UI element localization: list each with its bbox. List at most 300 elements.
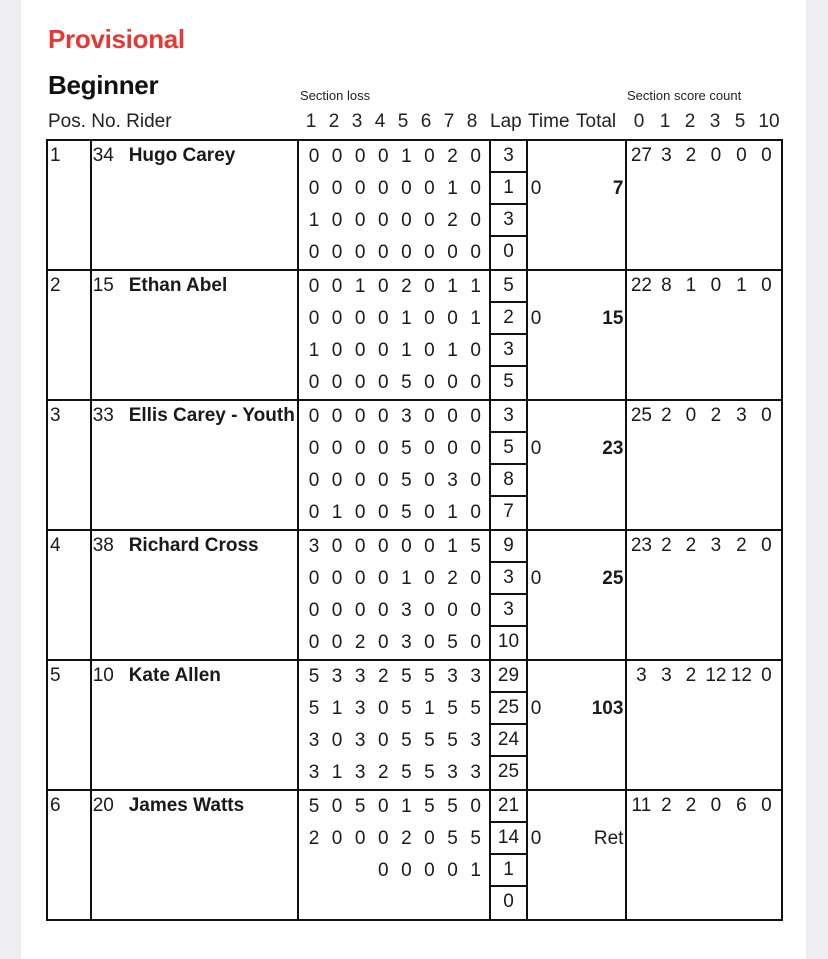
section-score: 0 xyxy=(377,632,389,653)
section-score: 5 xyxy=(401,762,412,783)
section-score: 0 xyxy=(424,502,435,523)
section-score: 0 xyxy=(377,730,389,751)
section-score: 0 xyxy=(424,146,435,167)
section-score: 3 xyxy=(401,600,412,621)
section-score: 1 xyxy=(331,762,343,783)
lap-total: 1 xyxy=(491,855,526,887)
section-loss-cell xyxy=(298,660,490,790)
section-score: 0 xyxy=(377,796,389,817)
lap-header: Lap xyxy=(490,111,522,132)
section-score: 5 xyxy=(447,698,458,719)
section-score: 0 xyxy=(424,406,435,427)
score-count: 3 xyxy=(710,535,722,556)
lap-total: 5 xyxy=(503,371,514,392)
section-score: 0 xyxy=(401,242,412,263)
total-value: 23 xyxy=(602,438,624,459)
section-score: 0 xyxy=(377,242,389,263)
section-loss-cell xyxy=(298,400,490,530)
section-score: 1 xyxy=(447,536,458,557)
lap-total: 1 xyxy=(491,173,526,205)
section-score: 3 xyxy=(308,536,320,557)
lap-total: 3 xyxy=(491,401,526,433)
section-score xyxy=(326,887,349,919)
section-score: 0 xyxy=(331,242,343,263)
section-score: 0 xyxy=(470,406,481,427)
lap-sections-row xyxy=(299,791,489,823)
section-score: 0 xyxy=(331,632,343,653)
lap-sections-row xyxy=(299,693,489,725)
rider-name: Kate Allen xyxy=(128,665,221,686)
section-header: 2 xyxy=(328,111,340,132)
section-score: 0 xyxy=(354,340,366,361)
section-score: 0 xyxy=(354,146,366,167)
time-header: Time xyxy=(528,111,570,132)
section-score: 0 xyxy=(377,178,389,199)
section-score: 1 xyxy=(424,698,435,719)
section-score xyxy=(395,887,418,919)
lap-sections-row xyxy=(299,563,489,595)
section-score: 0 xyxy=(470,470,481,491)
lap-total: 29 xyxy=(491,661,526,693)
lap-sections-row xyxy=(299,595,489,627)
section-score: 0 xyxy=(401,178,412,199)
lap-sections-row xyxy=(299,303,489,335)
rider-row xyxy=(47,140,782,270)
time-value: 0 xyxy=(530,308,542,329)
section-score: 0 xyxy=(424,178,435,199)
section-score: 2 xyxy=(401,828,412,849)
section-score: 1 xyxy=(354,276,366,297)
section-score: 0 xyxy=(470,502,481,523)
section-score: 0 xyxy=(424,860,435,881)
rider-number: 34 xyxy=(92,145,114,166)
section-score: 0 xyxy=(470,340,481,361)
rider-cell xyxy=(91,660,298,790)
section-score: 1 xyxy=(331,698,343,719)
section-loss-cell xyxy=(298,270,490,400)
score-count: 0 xyxy=(761,795,772,816)
score-count: 2 xyxy=(685,795,697,816)
section-score: 2 xyxy=(447,146,458,167)
section-score: 3 xyxy=(470,762,481,783)
section-score: 5 xyxy=(308,698,320,719)
lap-sections-row xyxy=(299,271,489,303)
score-count: 0 xyxy=(761,665,772,686)
section-score: 0 xyxy=(377,146,389,167)
results-table xyxy=(46,139,783,921)
section-loss-cell xyxy=(298,530,490,660)
section-score: 0 xyxy=(354,828,366,849)
position-cell xyxy=(47,400,91,530)
count-header: 3 xyxy=(709,111,721,132)
section-score: 5 xyxy=(401,372,412,393)
rider-number: 15 xyxy=(92,275,114,296)
score-count: 27 xyxy=(630,145,652,166)
lap-total: 0 xyxy=(503,891,514,912)
section-score: 1 xyxy=(470,276,481,297)
section-score: 5 xyxy=(447,730,458,751)
score-count: 3 xyxy=(661,665,672,686)
lap-total-cell xyxy=(490,790,527,920)
section-score: 0 xyxy=(424,568,435,589)
lap-sections-row xyxy=(299,401,489,433)
section-score: 0 xyxy=(331,600,343,621)
section-score xyxy=(302,887,325,919)
lap-total-cell xyxy=(490,400,527,530)
section-score: 5 xyxy=(401,502,412,523)
time-value: 0 xyxy=(530,438,542,459)
section-score: 0 xyxy=(401,210,412,231)
section-score: 0 xyxy=(377,372,389,393)
section-score: 0 xyxy=(331,372,343,393)
lap-total: 0 xyxy=(503,241,514,262)
pos-no-rider-header: Pos. No. Rider xyxy=(48,111,172,132)
section-header: 6 xyxy=(420,111,432,132)
section-loss-cell xyxy=(298,140,490,270)
lap-total: 3 xyxy=(491,563,526,595)
count-header: 0 xyxy=(633,111,645,132)
score-count: 11 xyxy=(631,795,652,816)
rider-name: Hugo Carey xyxy=(128,145,236,166)
section-score: 0 xyxy=(331,730,343,751)
section-score: 0 xyxy=(447,406,458,427)
total-value: 103 xyxy=(591,698,624,719)
section-score: 0 xyxy=(308,178,320,199)
time-value: 0 xyxy=(530,828,542,849)
section-header: 7 xyxy=(443,111,455,132)
score-count: 2 xyxy=(685,535,697,556)
section-score: 0 xyxy=(331,210,343,231)
section-score: 0 xyxy=(377,276,389,297)
section-score: 0 xyxy=(424,828,435,849)
section-header: 1 xyxy=(305,111,317,132)
section-score: 0 xyxy=(354,308,366,329)
score-count: 0 xyxy=(761,535,772,556)
score-count: 2 xyxy=(661,535,672,556)
section-score: 0 xyxy=(470,210,481,231)
section-score: 0 xyxy=(354,600,366,621)
section-score: 0 xyxy=(401,860,412,881)
section-score: 5 xyxy=(470,828,481,849)
lap-total: 21 xyxy=(491,791,526,823)
score-count: 2 xyxy=(710,405,722,426)
section-score: 3 xyxy=(354,762,366,783)
section-score: 0 xyxy=(331,536,343,557)
lap-sections-row xyxy=(299,531,489,563)
section-score: 3 xyxy=(401,632,412,653)
score-count: 2 xyxy=(661,795,672,816)
position-cell xyxy=(47,270,91,400)
score-count: 0 xyxy=(685,405,697,426)
section-score: 0 xyxy=(308,600,320,621)
section-score: 0 xyxy=(308,372,320,393)
section-score: 0 xyxy=(470,568,481,589)
rider-name: Ellis Carey - Youth xyxy=(128,405,295,426)
section-score: 0 xyxy=(447,860,458,881)
section-score: 0 xyxy=(331,406,343,427)
section-score: 0 xyxy=(377,340,389,361)
count-header: 1 xyxy=(659,111,671,132)
section-score xyxy=(349,855,372,887)
position-cell xyxy=(47,140,91,270)
section-score: 0 xyxy=(354,536,366,557)
section-score: 0 xyxy=(308,406,320,427)
count-header: 2 xyxy=(684,111,696,132)
time-total-cell xyxy=(527,530,627,660)
section-score: 2 xyxy=(354,632,366,653)
lap-sections-row xyxy=(299,237,489,269)
score-count: 0 xyxy=(761,405,772,426)
rider-name: Ethan Abel xyxy=(128,275,228,296)
section-score: 5 xyxy=(424,666,435,687)
section-score xyxy=(326,855,349,887)
section-header: 3 xyxy=(351,111,363,132)
rider-number: 10 xyxy=(92,665,114,686)
section-score: 0 xyxy=(377,568,389,589)
score-count: 3 xyxy=(736,405,747,426)
section-score: 1 xyxy=(447,340,458,361)
score-count-cell xyxy=(626,270,782,400)
section-score: 0 xyxy=(424,438,435,459)
section-score: 0 xyxy=(447,438,458,459)
section-score: 3 xyxy=(470,666,481,687)
section-score: 1 xyxy=(401,146,412,167)
section-score: 0 xyxy=(308,438,320,459)
lap-total-cell xyxy=(490,530,527,660)
section-score: 2 xyxy=(377,762,389,783)
section-score: 1 xyxy=(308,340,320,361)
section-score: 0 xyxy=(447,242,458,263)
section-score: 0 xyxy=(377,502,389,523)
rider-row xyxy=(47,790,782,920)
score-count: 6 xyxy=(736,795,747,816)
time-total-cell xyxy=(527,270,627,400)
section-score: 5 xyxy=(401,698,412,719)
score-count: 8 xyxy=(661,275,672,296)
lap-sections-row xyxy=(299,855,489,887)
score-count: 0 xyxy=(761,275,772,296)
section-header: 8 xyxy=(466,111,478,132)
section-loss-label: Section loss xyxy=(300,88,371,103)
total-value: 7 xyxy=(612,178,624,199)
lap-total: 25 xyxy=(497,761,520,782)
total-value: 15 xyxy=(602,308,624,329)
section-score: 0 xyxy=(331,308,343,329)
section-score: 0 xyxy=(377,828,389,849)
section-score: 1 xyxy=(401,568,412,589)
section-score: 0 xyxy=(308,470,320,491)
section-score: 0 xyxy=(424,632,435,653)
section-score: 3 xyxy=(447,666,458,687)
section-score: 0 xyxy=(331,438,343,459)
lap-sections-row xyxy=(299,205,489,237)
lap-sections-row xyxy=(299,887,489,919)
section-score: 0 xyxy=(424,308,435,329)
time-total-cell xyxy=(527,660,627,790)
section-score: 0 xyxy=(331,796,343,817)
section-score: 1 xyxy=(447,502,458,523)
section-score: 0 xyxy=(424,276,435,297)
score-count: 12 xyxy=(705,665,727,686)
section-score: 0 xyxy=(377,470,389,491)
time-value: 0 xyxy=(530,178,542,199)
section-score xyxy=(349,887,372,919)
score-count: 2 xyxy=(685,665,697,686)
section-score: 0 xyxy=(470,438,481,459)
section-score xyxy=(441,887,464,919)
time-total-cell xyxy=(527,790,627,920)
time-total-cell xyxy=(527,400,627,530)
section-score: 0 xyxy=(377,438,389,459)
section-score: 0 xyxy=(447,372,458,393)
lap-total: 2 xyxy=(491,303,526,335)
section-score: 2 xyxy=(447,568,458,589)
section-score: 1 xyxy=(401,308,412,329)
section-score: 5 xyxy=(424,730,435,751)
lap-total-cell xyxy=(490,660,527,790)
section-score: 0 xyxy=(424,242,435,263)
section-score: 2 xyxy=(447,210,458,231)
section-score: 0 xyxy=(354,470,366,491)
time-value: 0 xyxy=(530,568,542,589)
section-score: 0 xyxy=(331,470,343,491)
position: 6 xyxy=(50,795,61,816)
section-score: 5 xyxy=(470,698,481,719)
rider-number: 33 xyxy=(92,405,114,426)
section-score: 0 xyxy=(470,796,481,817)
section-score xyxy=(464,887,487,919)
rider-row xyxy=(47,270,782,400)
section-score: 0 xyxy=(470,178,481,199)
section-score: 0 xyxy=(470,146,481,167)
count-header: 10 xyxy=(758,111,780,132)
lap-sections-row xyxy=(299,335,489,367)
position: 1 xyxy=(50,145,61,166)
section-score: 0 xyxy=(331,568,343,589)
section-score: 3 xyxy=(470,730,481,751)
score-count: 25 xyxy=(630,405,652,426)
rider-number: 38 xyxy=(92,535,114,556)
score-count-cell xyxy=(626,790,782,920)
section-score: 1 xyxy=(447,276,458,297)
section-score: 0 xyxy=(424,536,435,557)
section-score: 1 xyxy=(470,860,481,881)
section-score: 0 xyxy=(424,470,435,491)
section-score: 2 xyxy=(377,666,389,687)
rider-number: 20 xyxy=(92,795,114,816)
lap-total: 5 xyxy=(491,271,526,303)
position-cell xyxy=(47,660,91,790)
lap-sections-row xyxy=(299,497,489,529)
score-count: 3 xyxy=(636,665,647,686)
section-score: 3 xyxy=(308,762,320,783)
rider-name: James Watts xyxy=(128,795,245,816)
total-value: Ret xyxy=(593,828,624,849)
lap-sections-row xyxy=(299,757,489,789)
section-score: 0 xyxy=(354,438,366,459)
section-score: 5 xyxy=(308,796,320,817)
section-score: 5 xyxy=(354,796,366,817)
section-score xyxy=(372,887,395,919)
section-score: 3 xyxy=(447,470,458,491)
time-total-cell xyxy=(527,140,627,270)
section-score: 0 xyxy=(470,600,481,621)
rider-name: Richard Cross xyxy=(128,535,259,556)
section-score: 0 xyxy=(308,308,320,329)
score-count: 0 xyxy=(710,795,722,816)
section-score: 3 xyxy=(354,666,366,687)
section-score: 5 xyxy=(424,762,435,783)
lap-sections-row xyxy=(299,367,489,399)
section-score: 0 xyxy=(470,632,481,653)
section-score: 0 xyxy=(354,242,366,263)
lap-total: 10 xyxy=(497,631,520,652)
position: 4 xyxy=(50,535,61,556)
total-header: Total xyxy=(576,111,617,132)
section-score: 1 xyxy=(470,308,481,329)
position-cell xyxy=(47,790,91,920)
section-score: 2 xyxy=(401,276,412,297)
section-score: 0 xyxy=(354,568,366,589)
section-score: 5 xyxy=(470,536,481,557)
score-count: 0 xyxy=(710,145,722,166)
section-score: 0 xyxy=(308,502,320,523)
position: 3 xyxy=(50,405,61,426)
section-score: 3 xyxy=(308,730,320,751)
lap-total: 24 xyxy=(491,725,526,757)
section-score: 0 xyxy=(308,632,320,653)
section-score: 1 xyxy=(401,796,412,817)
score-count: 2 xyxy=(661,405,672,426)
rider-cell xyxy=(91,140,298,270)
section-score: 0 xyxy=(331,276,343,297)
score-count: 23 xyxy=(630,535,652,556)
section-score: 0 xyxy=(470,242,481,263)
section-score: 3 xyxy=(354,698,366,719)
section-score: 5 xyxy=(447,796,458,817)
section-score: 1 xyxy=(331,502,343,523)
position: 5 xyxy=(50,665,61,686)
lap-total: 3 xyxy=(491,335,526,367)
section-score: 5 xyxy=(401,730,412,751)
lap-sections-row xyxy=(299,173,489,205)
section-score: 5 xyxy=(401,470,412,491)
section-score: 1 xyxy=(401,340,412,361)
section-header: 5 xyxy=(397,111,409,132)
score-count: 2 xyxy=(736,535,747,556)
section-score-count-label: Section score count xyxy=(627,88,742,103)
rider-row xyxy=(47,400,782,530)
lap-sections-row xyxy=(299,465,489,497)
section-score: 3 xyxy=(354,730,366,751)
score-count: 0 xyxy=(736,145,747,166)
count-header: 5 xyxy=(734,111,746,132)
section-score: 0 xyxy=(424,210,435,231)
position: 2 xyxy=(50,275,61,296)
section-score: 0 xyxy=(447,600,458,621)
section-score: 0 xyxy=(470,372,481,393)
section-score: 0 xyxy=(424,372,435,393)
score-count: 0 xyxy=(710,275,722,296)
lap-total: 9 xyxy=(491,531,526,563)
score-count: 3 xyxy=(661,145,672,166)
lap-total: 8 xyxy=(491,465,526,497)
section-score: 5 xyxy=(447,632,458,653)
lap-total-cell xyxy=(490,270,527,400)
rider-cell xyxy=(91,400,298,530)
score-count: 1 xyxy=(736,275,747,296)
section-score: 0 xyxy=(308,242,320,263)
